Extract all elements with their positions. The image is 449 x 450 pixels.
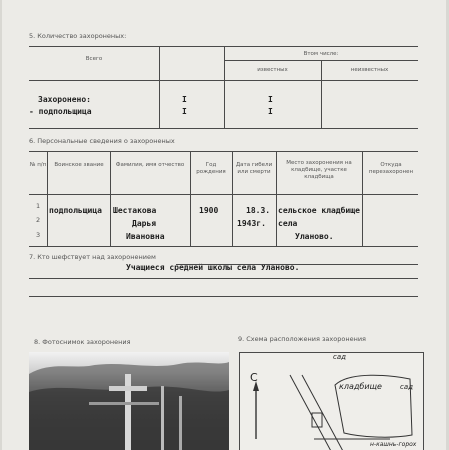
birth-year: 1900	[199, 206, 219, 215]
divider	[232, 151, 233, 246]
name-line: Дарья	[132, 219, 157, 228]
divider	[159, 46, 160, 128]
col-total-header: Всего	[85, 56, 103, 62]
known-value: I	[268, 107, 273, 116]
divider	[362, 151, 363, 246]
scheme-label-garden: сад	[333, 353, 346, 361]
divider	[29, 151, 418, 152]
col-unknown-header: неизвестных	[350, 67, 389, 73]
buried-label: Захоронено:	[38, 95, 91, 104]
burial-record-sheet	[2, 0, 446, 450]
section6-title: 6. Персональные сведения о захороненых	[29, 137, 175, 145]
col-born-header: Год рождения	[196, 162, 226, 175]
divider	[29, 128, 418, 129]
burial-place: села	[278, 219, 298, 228]
divider	[224, 46, 225, 128]
grave-photo	[29, 352, 229, 450]
death-date: 1943г.	[237, 219, 266, 228]
col-rank-header: Воинское звание	[54, 162, 104, 168]
section9-title: 9. Схема расположения захоронения	[238, 335, 366, 343]
section8-title: 8. Фотоснимок захоронения	[34, 338, 131, 346]
divider	[29, 296, 418, 297]
name-line: Ивановна	[126, 232, 165, 241]
divider	[29, 246, 418, 247]
divider	[190, 151, 191, 246]
north-mark: С	[250, 371, 258, 384]
row-number: 2	[36, 216, 41, 224]
partisan-label: - подпольщица	[29, 107, 92, 116]
col-died-header: Дата гибели или смерти	[235, 162, 273, 175]
col-place-header: Место захоронения на кладбище, участке кладбища	[286, 160, 352, 180]
divider	[276, 151, 277, 246]
scheme-label-cemetery: кладбище	[339, 382, 382, 391]
scheme-label-garden: сад	[400, 383, 413, 391]
location-scheme	[239, 352, 424, 450]
known-value: I	[268, 95, 273, 104]
col-from-header: Откуда перезахоронен	[368, 162, 414, 175]
total-value: I	[182, 107, 187, 116]
divider	[29, 194, 418, 195]
divider	[47, 151, 48, 246]
row-number: 3	[36, 231, 41, 239]
death-date: 18.3.	[246, 206, 271, 215]
section7-title: 7. Кто шефствует над захоронением	[29, 253, 156, 261]
rank-value: подпольщица	[49, 206, 102, 215]
burial-place: Уланово.	[295, 232, 334, 241]
col-name-header: Фамилия, имя отчество	[115, 162, 185, 168]
patron-value: Учащиеся средней школы села Уланово.	[126, 263, 300, 272]
name-line: Шестакова	[113, 206, 157, 215]
col-of-them-header: Втом числе:	[303, 51, 339, 57]
divider	[176, 264, 418, 265]
total-value: I	[182, 95, 187, 104]
row-number: 1	[36, 202, 41, 210]
section5-title: 5. Количество захороненых:	[29, 32, 127, 40]
burial-place: сельское кладбище	[278, 206, 360, 215]
col-known-header: известных	[257, 67, 288, 73]
col-num-header: № п/п	[29, 162, 47, 168]
divider	[110, 151, 111, 246]
divider	[29, 278, 418, 279]
scheme-label-field: н-кашнь-горох	[370, 441, 417, 448]
